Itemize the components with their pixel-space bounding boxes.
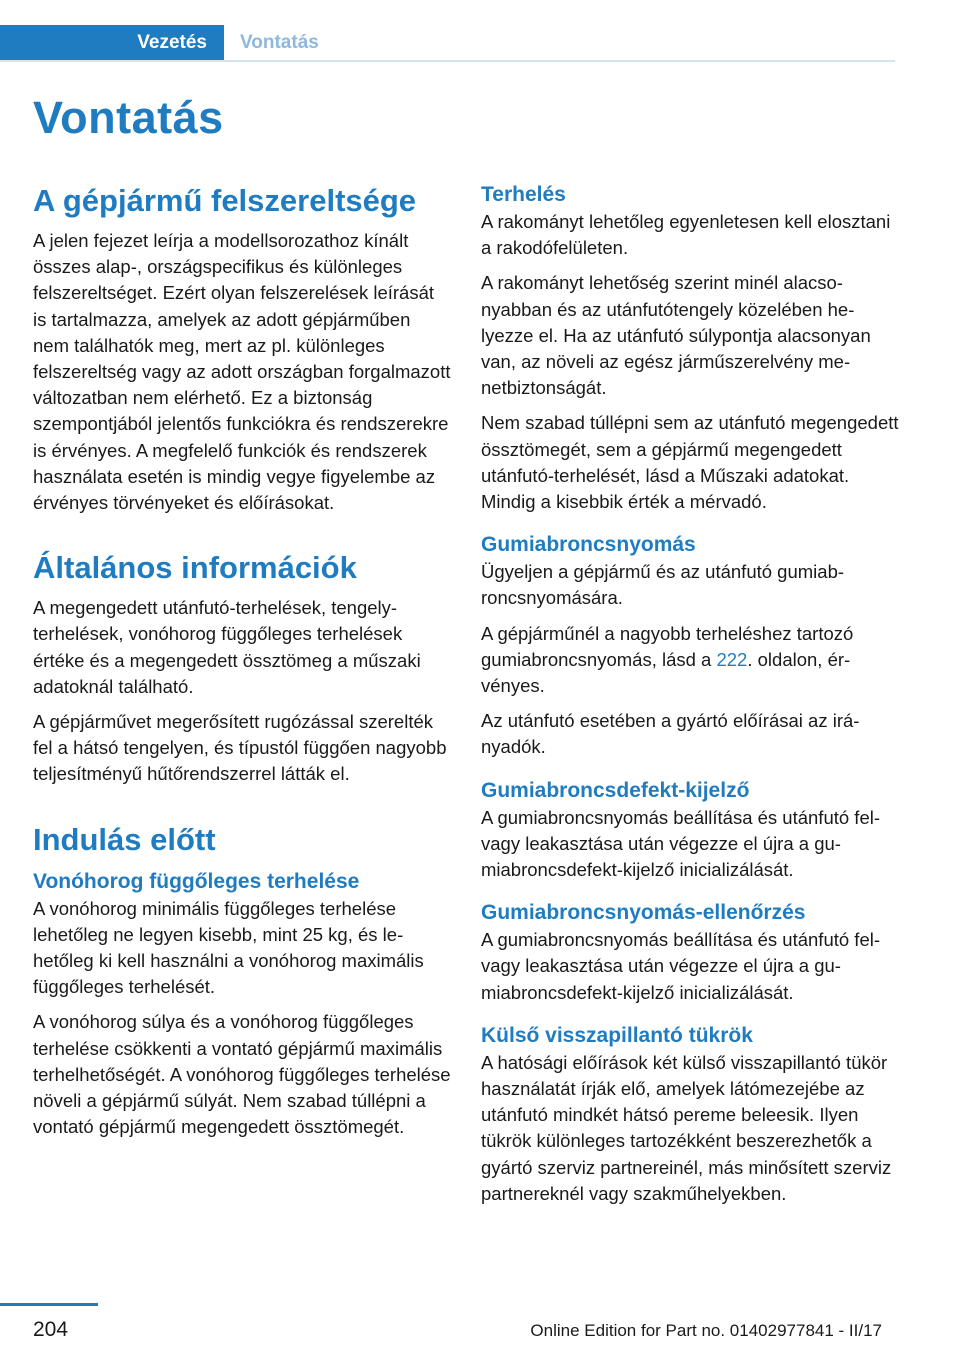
header-bar — [0, 0, 895, 62]
tab-vontatas[interactable]: Vontatás — [240, 32, 319, 53]
subsection-title: Terhelés — [481, 183, 566, 206]
paragraph: A rakományt lehetőleg egyenletesen kell elosztani a rakodófelületen. — [481, 211, 891, 259]
paragraph: A gépjárművet megerősített rugózással szerelték fel a hátsó tengelyen, és típustól függően nagyobb teljesítményű hűtőrendszerrel látták el. — [33, 711, 447, 785]
subsection-title: Vonóhorog függőleges terhelése — [33, 869, 360, 893]
footer-divider — [0, 1303, 98, 1306]
section-title: Általános információk — [33, 550, 357, 586]
text: . oldalon, érvényes. — [481, 648, 851, 697]
subsection-title: Gumiabroncsnyomás-ellenőrzés — [481, 901, 806, 925]
paragraph: Ügyeljen a gépjármű és az utánfutó gumiabroncsnyomására. — [481, 561, 845, 609]
paragraph: A jelen fejezet leírja a modellsorozathoz kínált összes alap-, országspecifikus és különleges felszereltséget. Ezért olyan felszerelések leírását is tartalmazza, amelyek az adott gépjárműben nem találhatók meg, mert az pl. különleges felszereltség vagy az adott országban forgalmazott változatban nem elérhető. Ez a biztonság szempontjából jelentős funkciókra és rendszerekre is érvényes. A megfelelő funkciók és rendszerek használata esetén is mindig vegye figyelembe az érvényes törvényeket és előírásokat. — [33, 230, 451, 514]
page-number: 204 — [33, 1318, 69, 1341]
subsection-title: Gumiabroncsnyomás — [481, 533, 696, 557]
paragraph: A gumiabroncsnyomás beállítása és utánfutó fel- vagy leakasztása után végezze el újra a gumiabroncsdefekt-kijelző inicializálását. — [481, 929, 881, 1003]
subsection-title: Gumiabroncsdefekt-kijelző — [481, 778, 750, 802]
paragraph: A vonóhorog minimális függőleges terhelése lehetőleg ne legyen kisebb, mint 25 kg, és lehetőleg ki kell használni a vonóhorog maximális függőleges terhelését. — [33, 897, 424, 998]
paragraph: A hatósági előírások két külső visszapillantó tükör használatát írják elő, amelyek látómezejébe az utánfutó mindkét hátsó pereme beleesik. Ilyen tükrök különleges tartozékként beszerezhetők a gyártó szerviz partnereinél, más minősített szerviz partnereknél vagy szakműhelyekben. — [481, 1051, 892, 1204]
paragraph: A rakományt lehetőség szerint minél alacsonyabban és az utánfutótengely közelében helyezze el. Ha az utánfutó súlypontja alacsonyan van, az növeli az egész járműszerelvény menetbiztonságát. — [481, 272, 871, 399]
edition-text: Online Edition for Part no. 01402977841 - II/17 — [530, 1321, 882, 1340]
section-title: Indulás előtt — [33, 821, 216, 857]
text: A gépjárműnél a nagyobb terheléshez tartozó gumiabroncsnyomás, lásd a — [481, 622, 854, 670]
section-title: A gépjármű felszereltsége — [33, 183, 417, 218]
header-divider — [0, 60, 895, 62]
paragraph — [481, 621, 899, 700]
right-column — [481, 180, 899, 1216]
paragraph: A megengedett utánfutó-terhelések, tengelyterhelések, vonóhorog függőleges terhelések értéke és a megengedett össztömeg a műszaki adatoknál található. — [33, 597, 421, 697]
paragraph: Nem szabad túllépni sem az utánfutó megengedett össztömegét, sem a gépjármű megengedett utánfutó-terhelését, lásd a Műszaki adatokat. Mindig a kisebbik érték a mérvadó. — [481, 412, 899, 513]
page-link[interactable]: 222 — [716, 648, 748, 670]
page-title: Vontatás — [33, 92, 224, 143]
paragraph: A vonóhorog súlya és a vonóhorog függőleges terhelése csökkenti a vontató gépjármű maximális terhelhetőségét. A vonóhorog függőleges terhelése növeli a gépjármű súlyát. Nem szabad túllépni a vontató gépjármű megengedett össztömegét. — [33, 1011, 451, 1138]
left-column — [33, 180, 451, 1149]
paragraph: A gumiabroncsnyomás beállítása és utánfutó fel- vagy leakasztása után végezze el újra a gumiabroncsdefekt-kijelző inicializálását. — [481, 806, 881, 881]
paragraph: Az utánfutó esetében a gyártó előírásai az irányadók. — [481, 710, 860, 758]
subsection-title: Külső visszapillantó tükrök — [481, 1023, 753, 1047]
tab-vezetes[interactable]: Vezetés — [0, 25, 224, 60]
